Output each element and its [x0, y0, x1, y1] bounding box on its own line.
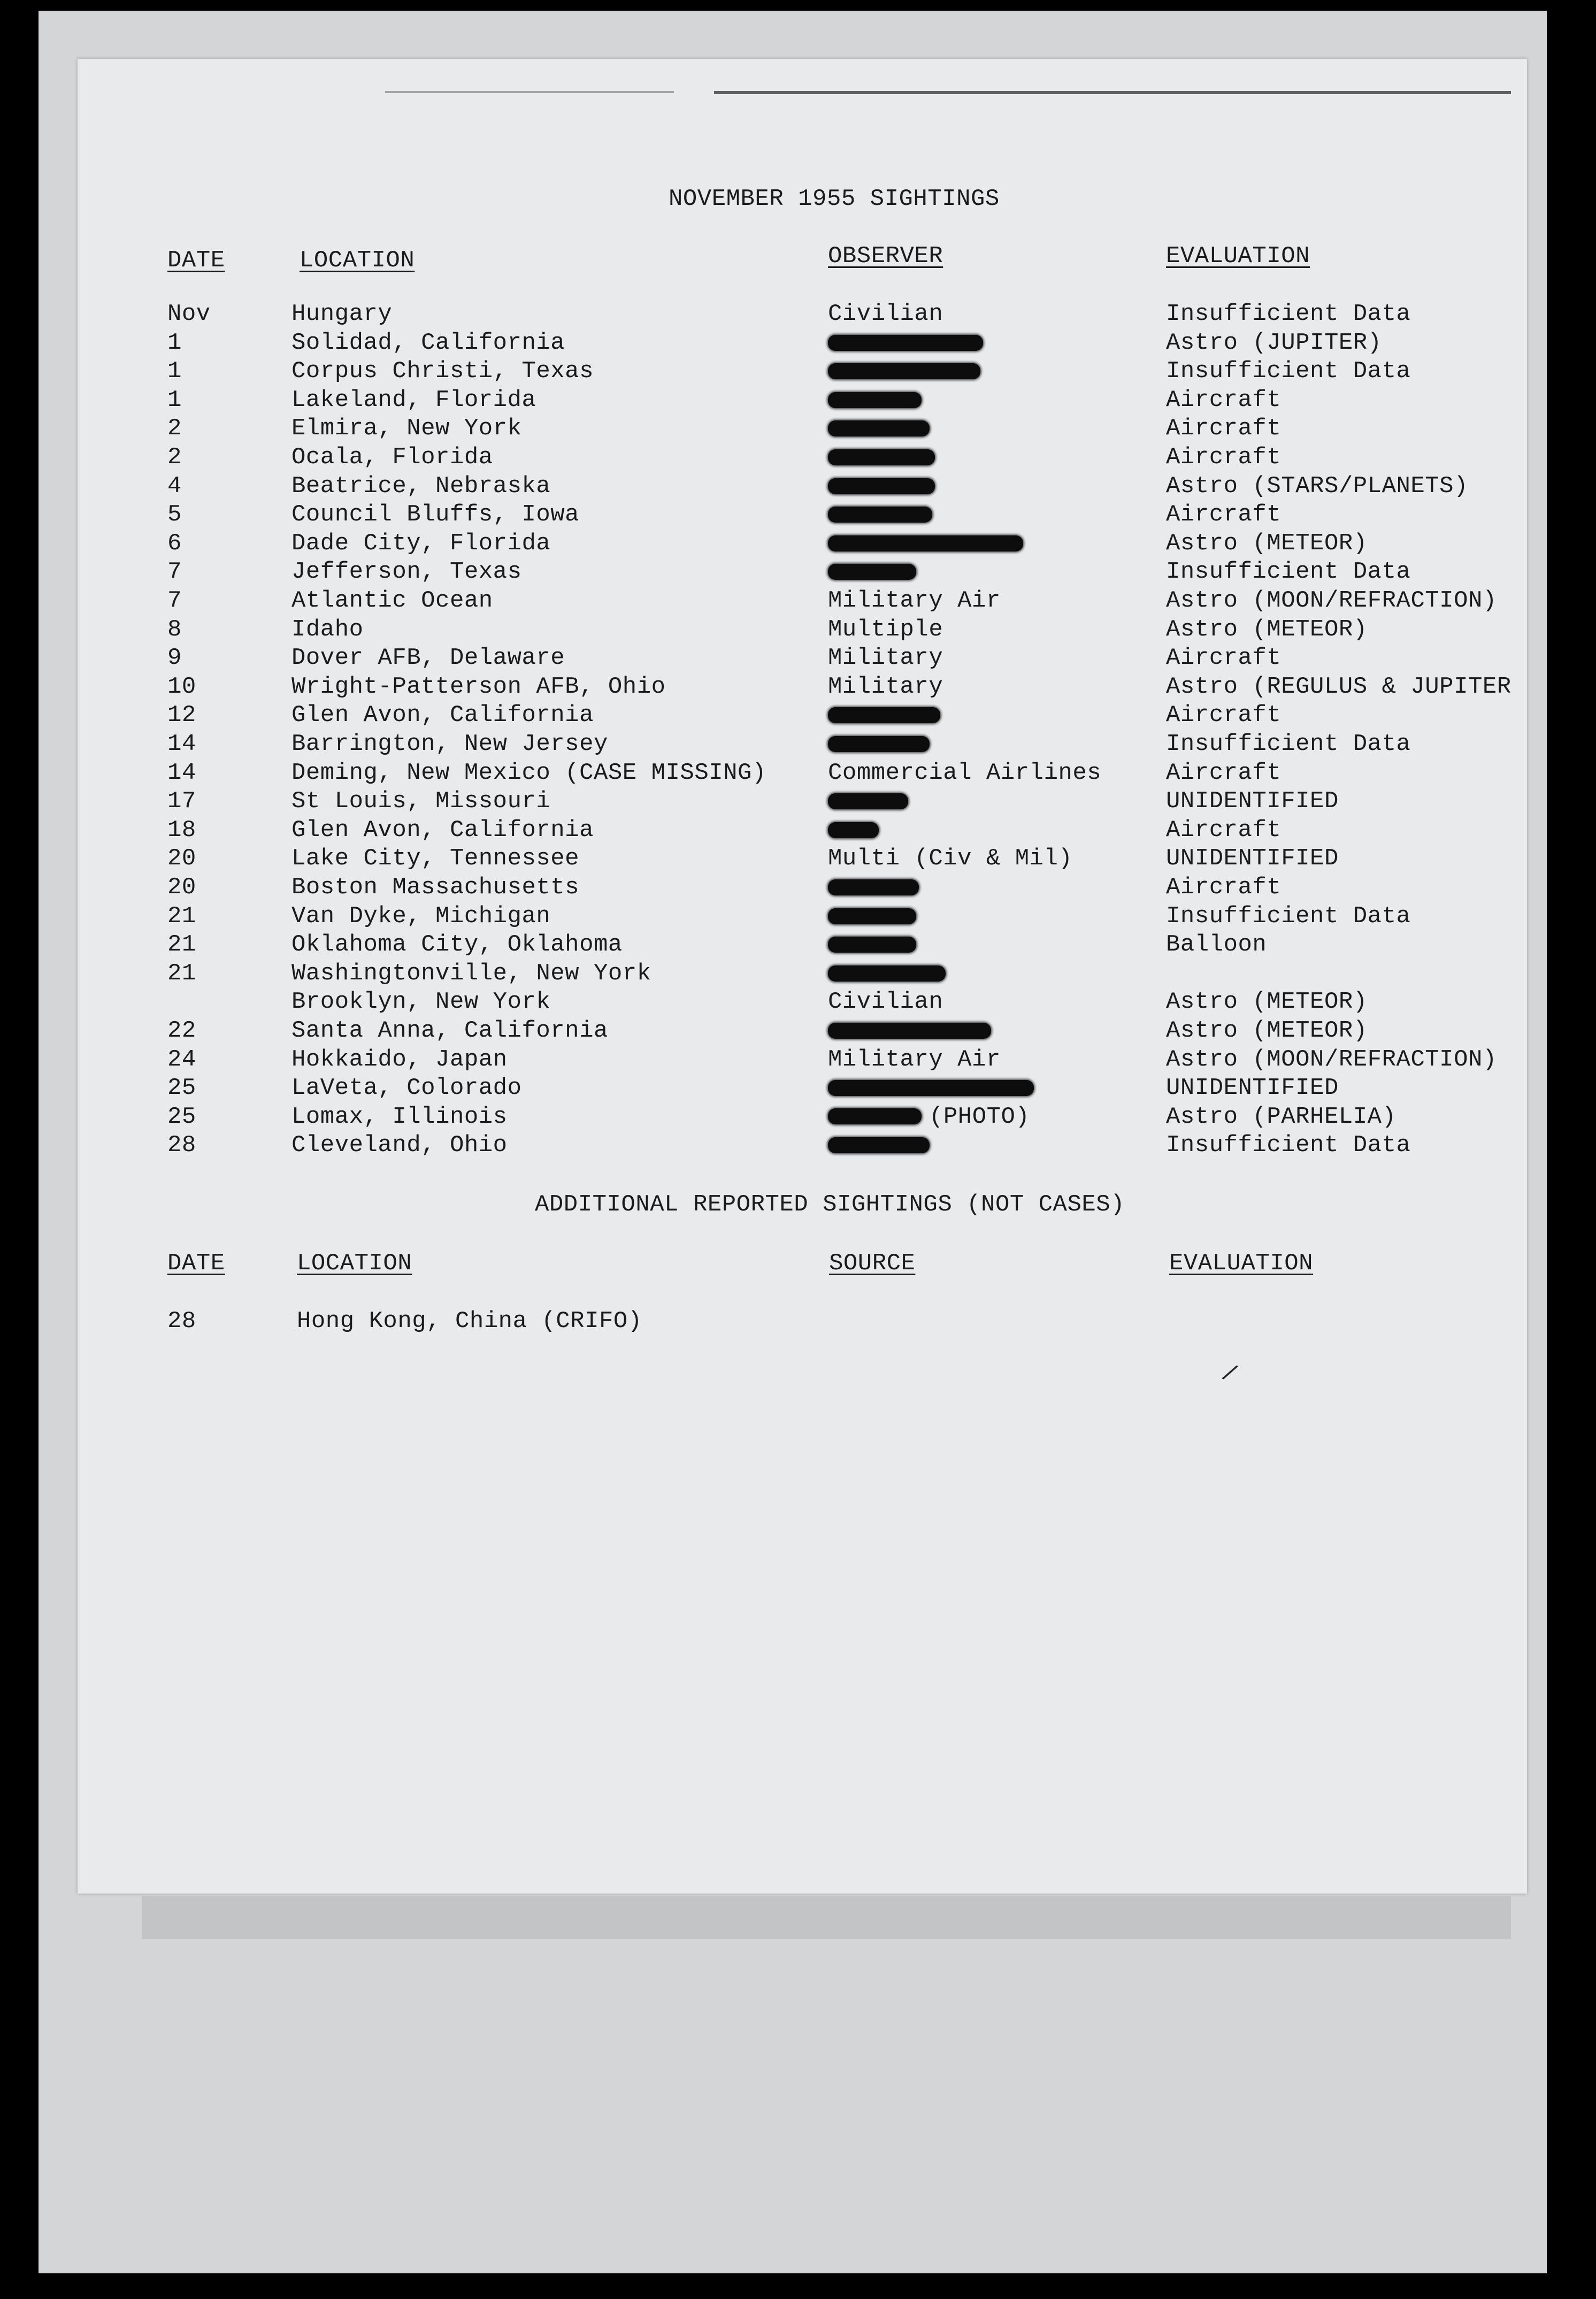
additional-row-date: 28 [167, 1308, 196, 1335]
row-evaluation: Astro (REGULUS & JUPITER [1166, 673, 1511, 700]
row-location: Dade City, Florida [291, 530, 551, 557]
redaction-mark [828, 965, 946, 982]
redaction-mark [828, 736, 930, 752]
row-date: 2 [167, 444, 182, 471]
row-evaluation: Aircraft [1166, 444, 1282, 471]
row-location: Corpus Christi, Texas [291, 358, 594, 385]
redaction-mark [828, 392, 922, 408]
row-date: 7 [167, 587, 182, 614]
row-evaluation: Insufficient Data [1166, 358, 1411, 385]
redaction-mark [828, 1108, 922, 1124]
redaction-mark [828, 507, 932, 523]
row-location: Lomax, Illinois [291, 1103, 508, 1130]
row-date: 22 [167, 1017, 196, 1044]
row-observer: Civilian [828, 301, 943, 327]
row-observer: Military Air [828, 587, 1001, 614]
row-date: 9 [167, 645, 182, 671]
header-location: LOCATION [300, 247, 415, 274]
additional-title: ADDITIONAL REPORTED SIGHTINGS (NOT CASES) [535, 1191, 1125, 1218]
row-date: 14 [167, 760, 196, 786]
redaction-mark [828, 478, 935, 494]
row-observer: Commercial Airlines [828, 760, 1102, 786]
redaction-mark [828, 449, 935, 465]
additional-header-evaluation: EVALUATION [1169, 1250, 1314, 1277]
row-evaluation: Astro (STARS/PLANETS) [1166, 473, 1468, 500]
redaction-mark [828, 420, 930, 436]
row-location: Beatrice, Nebraska [291, 473, 551, 500]
row-evaluation: Astro (METEOR) [1166, 530, 1368, 557]
row-evaluation: Aircraft [1166, 645, 1282, 671]
paper-shadow [142, 1896, 1511, 1939]
additional-header-source: SOURCE [829, 1250, 916, 1277]
row-evaluation: Astro (METEOR) [1166, 1017, 1368, 1044]
redaction-mark [828, 793, 908, 809]
row-location: Boston Massachusetts [291, 874, 580, 901]
row-date: 20 [167, 874, 196, 901]
row-evaluation: Insufficient Data [1166, 558, 1411, 585]
row-evaluation: Aircraft [1166, 817, 1282, 844]
row-location: St Louis, Missouri [291, 788, 551, 815]
row-location: Lake City, Tennessee [291, 845, 580, 872]
row-evaluation: Balloon [1166, 931, 1267, 958]
row-location: Wright-Patterson AFB, Ohio [291, 673, 666, 700]
row-date: 5 [167, 501, 182, 528]
row-date: 1 [167, 358, 182, 385]
row-location: Ocala, Florida [291, 444, 493, 471]
row-date: 21 [167, 931, 196, 958]
row-location: Washingtonville, New York [291, 960, 651, 987]
row-location: Elmira, New York [291, 415, 522, 442]
page-title: NOVEMBER 1955 SIGHTINGS [669, 186, 1000, 212]
top-edge-rule-faint [385, 91, 674, 93]
redaction-mark [828, 707, 940, 723]
row-evaluation: Aircraft [1166, 415, 1282, 442]
row-date: 8 [167, 616, 182, 643]
redaction-mark [828, 908, 916, 924]
row-date: 6 [167, 530, 182, 557]
row-evaluation: Aircraft [1166, 874, 1282, 901]
row-location: Brooklyn, New York [291, 988, 551, 1015]
row-evaluation: UNIDENTIFIED [1166, 1075, 1339, 1101]
row-date: 7 [167, 558, 182, 585]
row-date: 21 [167, 960, 196, 987]
row-location: Dover AFB, Delaware [291, 645, 565, 671]
row-evaluation: Aircraft [1166, 702, 1282, 729]
row-evaluation: UNIDENTIFIED [1166, 788, 1339, 815]
row-date: Nov [167, 301, 211, 327]
row-date: 24 [167, 1046, 196, 1073]
row-date: 10 [167, 673, 196, 700]
redaction-mark [828, 1080, 1034, 1096]
header-observer: OBSERVER [828, 243, 943, 270]
row-location: Deming, New Mexico (CASE MISSING) [291, 760, 766, 786]
row-date: 12 [167, 702, 196, 729]
row-date: 4 [167, 473, 182, 500]
row-location: Oklahoma City, Oklahoma [291, 931, 623, 958]
row-evaluation: Aircraft [1166, 760, 1282, 786]
row-observer: Multi (Civ & Mil) [828, 845, 1073, 872]
additional-header-date: DATE [167, 1250, 225, 1277]
row-observer: Military [828, 673, 943, 700]
redaction-mark [828, 535, 1023, 551]
row-location: Glen Avon, California [291, 817, 594, 844]
redaction-mark [828, 822, 879, 838]
row-evaluation: Astro (MOON/REFRACTION) [1166, 1046, 1497, 1073]
row-location: Jefferson, Texas [291, 558, 522, 585]
row-date: 25 [167, 1103, 196, 1130]
row-location: Glen Avon, California [291, 702, 594, 729]
row-date: 1 [167, 387, 182, 413]
row-date: 2 [167, 415, 182, 442]
row-location: LaVeta, Colorado [291, 1075, 522, 1101]
row-location: Barrington, New Jersey [291, 731, 608, 757]
redaction-mark [828, 879, 919, 895]
additional-row-location: Hong Kong, China (CRIFO) [297, 1308, 642, 1335]
row-date: 18 [167, 817, 196, 844]
row-evaluation: Insufficient Data [1166, 731, 1411, 757]
row-evaluation: Astro (JUPITER) [1166, 329, 1382, 356]
row-date: 28 [167, 1132, 196, 1159]
header-date: DATE [167, 247, 225, 274]
row-observer: Civilian [828, 988, 943, 1015]
row-location: Council Bluffs, Iowa [291, 501, 580, 528]
row-evaluation: Astro (MOON/REFRACTION) [1166, 587, 1497, 614]
row-location: Santa Anna, California [291, 1017, 608, 1044]
row-evaluation: Insufficient Data [1166, 903, 1411, 930]
row-date: 20 [167, 845, 196, 872]
row-evaluation: Astro (METEOR) [1166, 616, 1368, 643]
row-location: Van Dyke, Michigan [291, 903, 551, 930]
row-location: Solidad, California [291, 329, 565, 356]
redaction-mark [828, 335, 983, 351]
row-observer: Military [828, 645, 943, 671]
row-location: Lakeland, Florida [291, 387, 536, 413]
row-location: Cleveland, Ohio [291, 1132, 508, 1159]
row-location: Idaho [291, 616, 364, 643]
row-location: Hungary [291, 301, 393, 327]
row-date: 14 [167, 731, 196, 757]
row-date: 17 [167, 788, 196, 815]
additional-header-location: LOCATION [297, 1250, 412, 1277]
stray-pen-mark: / [1218, 1359, 1241, 1390]
row-evaluation: Astro (METEOR) [1166, 988, 1368, 1015]
row-date: 25 [167, 1075, 196, 1101]
row-date: 21 [167, 903, 196, 930]
row-observer: Military Air [828, 1046, 1001, 1073]
row-observer: Multiple [828, 616, 943, 643]
row-evaluation: Insufficient Data [1166, 1132, 1411, 1159]
row-location: Atlantic Ocean [291, 587, 493, 614]
top-edge-rule [714, 91, 1511, 94]
redaction-mark [828, 363, 980, 379]
row-evaluation: Insufficient Data [1166, 301, 1411, 327]
row-observer-text: (PHOTO) [929, 1103, 1030, 1130]
row-observer [828, 1102, 1030, 1131]
row-evaluation: UNIDENTIFIED [1166, 845, 1339, 872]
header-evaluation: EVALUATION [1166, 243, 1310, 270]
row-date: 1 [167, 329, 182, 356]
redaction-mark [828, 1137, 930, 1153]
redaction-mark [828, 564, 916, 580]
row-evaluation: Aircraft [1166, 387, 1282, 413]
redaction-mark [828, 1023, 991, 1039]
row-location: Hokkaido, Japan [291, 1046, 508, 1073]
row-evaluation: Astro (PARHELIA) [1166, 1103, 1396, 1130]
redaction-mark [828, 937, 916, 953]
row-evaluation: Aircraft [1166, 501, 1282, 528]
